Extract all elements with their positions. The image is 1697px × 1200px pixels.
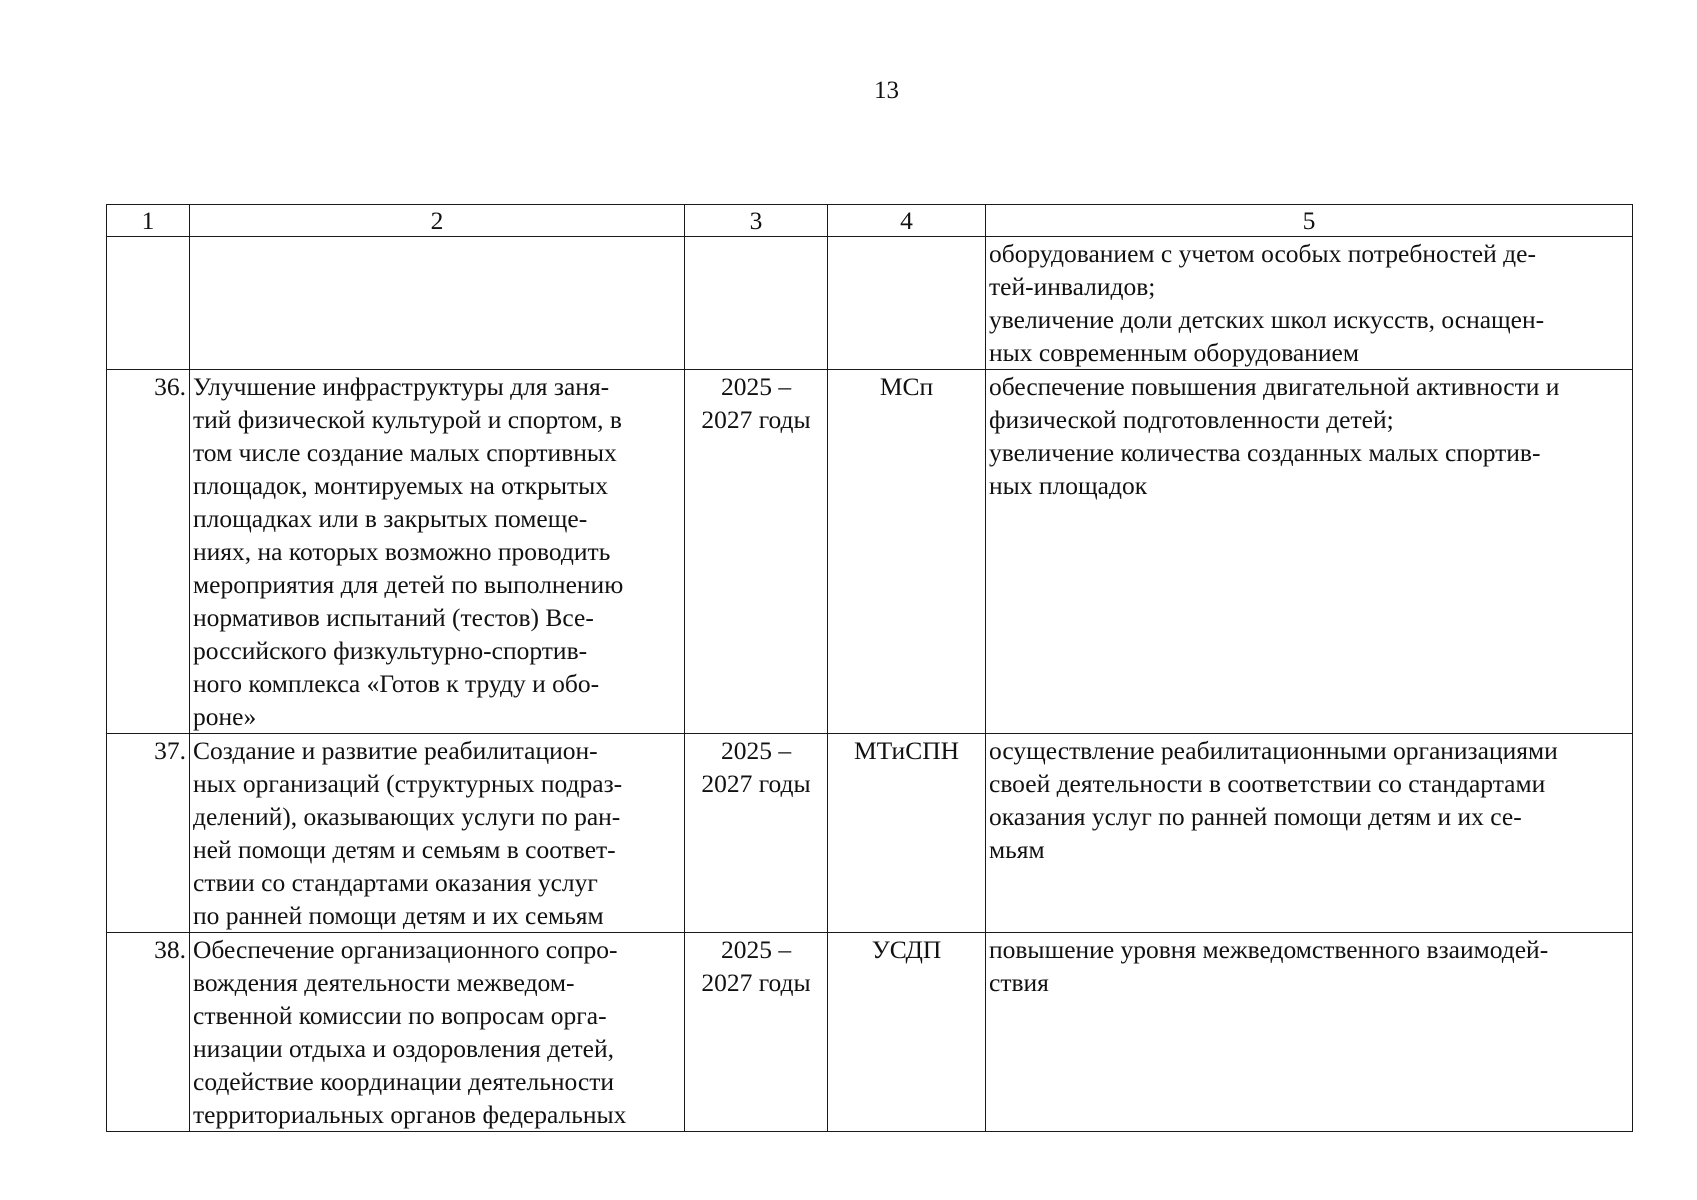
- row-number: 36.: [107, 370, 190, 734]
- measures-table: [106, 204, 1633, 1132]
- period-cell: [685, 933, 828, 1132]
- measure-line: по ранней помощи детям и их семьям: [193, 901, 604, 930]
- measure-cell: [190, 237, 685, 370]
- measure-line: низации отдыха и оздоровления детей,: [193, 1034, 614, 1063]
- measure-line: Создание и развитие реабилитацион-: [193, 736, 598, 765]
- period-line: 2027 годы: [701, 968, 811, 997]
- measure-line: Обеспечение организационного сопро-: [193, 935, 618, 964]
- row-number: 37.: [107, 734, 190, 933]
- column-header-1: 1: [107, 205, 190, 237]
- result-line: осуществление реабилитационными организациями: [989, 736, 1558, 765]
- measure-cell: [190, 370, 685, 734]
- result-line: увеличение доли детских школ искусств, оснащен-: [989, 305, 1545, 334]
- column-header-4: 4: [828, 205, 986, 237]
- measure-line: площадок, монтируемых на открытых: [193, 471, 608, 500]
- period-line: 2027 годы: [701, 405, 811, 434]
- measure-line: ных организаций (структурных подраз-: [193, 769, 623, 798]
- measure-cell: [190, 734, 685, 933]
- result-line: повышение уровня межведомственного взаимодей-: [989, 935, 1549, 964]
- result-line: оказания услуг по ранней помощи детям и их се-: [989, 802, 1522, 831]
- result-cell: [986, 734, 1633, 933]
- period-cell: [685, 370, 828, 734]
- column-header-5: 5: [986, 205, 1633, 237]
- period-cell: [685, 237, 828, 370]
- period-line: 2027 годы: [701, 769, 811, 798]
- table-header-row: [107, 205, 1633, 237]
- measure-line: нормативов испытаний (тестов) Все-: [193, 603, 594, 632]
- result-line: мьям: [989, 835, 1045, 864]
- row-number: 38.: [107, 933, 190, 1132]
- measure-line: вождения деятельности межведом-: [193, 968, 575, 997]
- result-line: оборудованием с учетом особых потребностей де-: [989, 239, 1536, 268]
- row-number-cell: [107, 237, 190, 370]
- period-cell: [685, 734, 828, 933]
- result-line: физической подготовленности детей;: [989, 405, 1394, 434]
- result-line: тей-инвалидов;: [989, 272, 1156, 301]
- measure-line: ного комплекса «Готов к труду и обо-: [193, 669, 600, 698]
- measure-line: делений), оказывающих услуги по ран-: [193, 802, 621, 831]
- measure-line: российского физкультурно-спортив-: [193, 636, 588, 665]
- measure-cell: [190, 933, 685, 1132]
- measure-line: ней помощи детям и семьям в соответ-: [193, 835, 616, 864]
- executor-cell: МСп: [828, 370, 986, 734]
- result-cell: [986, 237, 1633, 370]
- period-line: 2025 –: [720, 935, 792, 964]
- result-line: обеспечение повышения двигательной активности и: [989, 372, 1560, 401]
- page-number: 13: [874, 77, 899, 104]
- executor-cell: МТиСПН: [828, 734, 986, 933]
- result-line: ствия: [989, 968, 1049, 997]
- result-line: ных площадок: [989, 471, 1148, 500]
- table-row: [107, 370, 1633, 734]
- measure-line: площадках или в закрытых помеще-: [193, 504, 588, 533]
- continuation-row: [107, 237, 1633, 370]
- result-cell: [986, 370, 1633, 734]
- executor-cell: УСДП: [828, 933, 986, 1132]
- measure-line: ниях, на которых возможно проводить: [193, 537, 611, 566]
- column-header-2: 2: [190, 205, 685, 237]
- table-row: [107, 933, 1633, 1132]
- period-line: 2025 –: [720, 372, 792, 401]
- result-line: своей деятельности в соответствии со стандартами: [989, 769, 1546, 798]
- measure-line: территориальных органов федеральных: [193, 1100, 627, 1129]
- result-line: увеличение количества созданных малых спортив-: [989, 438, 1541, 467]
- period-line: 2025 –: [720, 736, 792, 765]
- measure-line: ствии со стандартами оказания услуг: [193, 868, 598, 897]
- measure-line: тий физической культурой и спортом, в: [193, 405, 622, 434]
- executor-cell: [828, 237, 986, 370]
- measure-line: том числе создание малых спортивных: [193, 438, 617, 467]
- measure-line: ственной комиссии по вопросам орга-: [193, 1001, 607, 1030]
- column-header-3: 3: [685, 205, 828, 237]
- result-line: ных современным оборудованием: [989, 338, 1359, 367]
- measure-line: содействие координации деятельности: [193, 1067, 614, 1096]
- result-cell: [986, 933, 1633, 1132]
- measure-line: мероприятия для детей по выполнению: [193, 570, 624, 599]
- measure-line: роне»: [193, 702, 257, 731]
- measure-line: Улучшение инфраструктуры для заня-: [193, 372, 610, 401]
- table-row: [107, 734, 1633, 933]
